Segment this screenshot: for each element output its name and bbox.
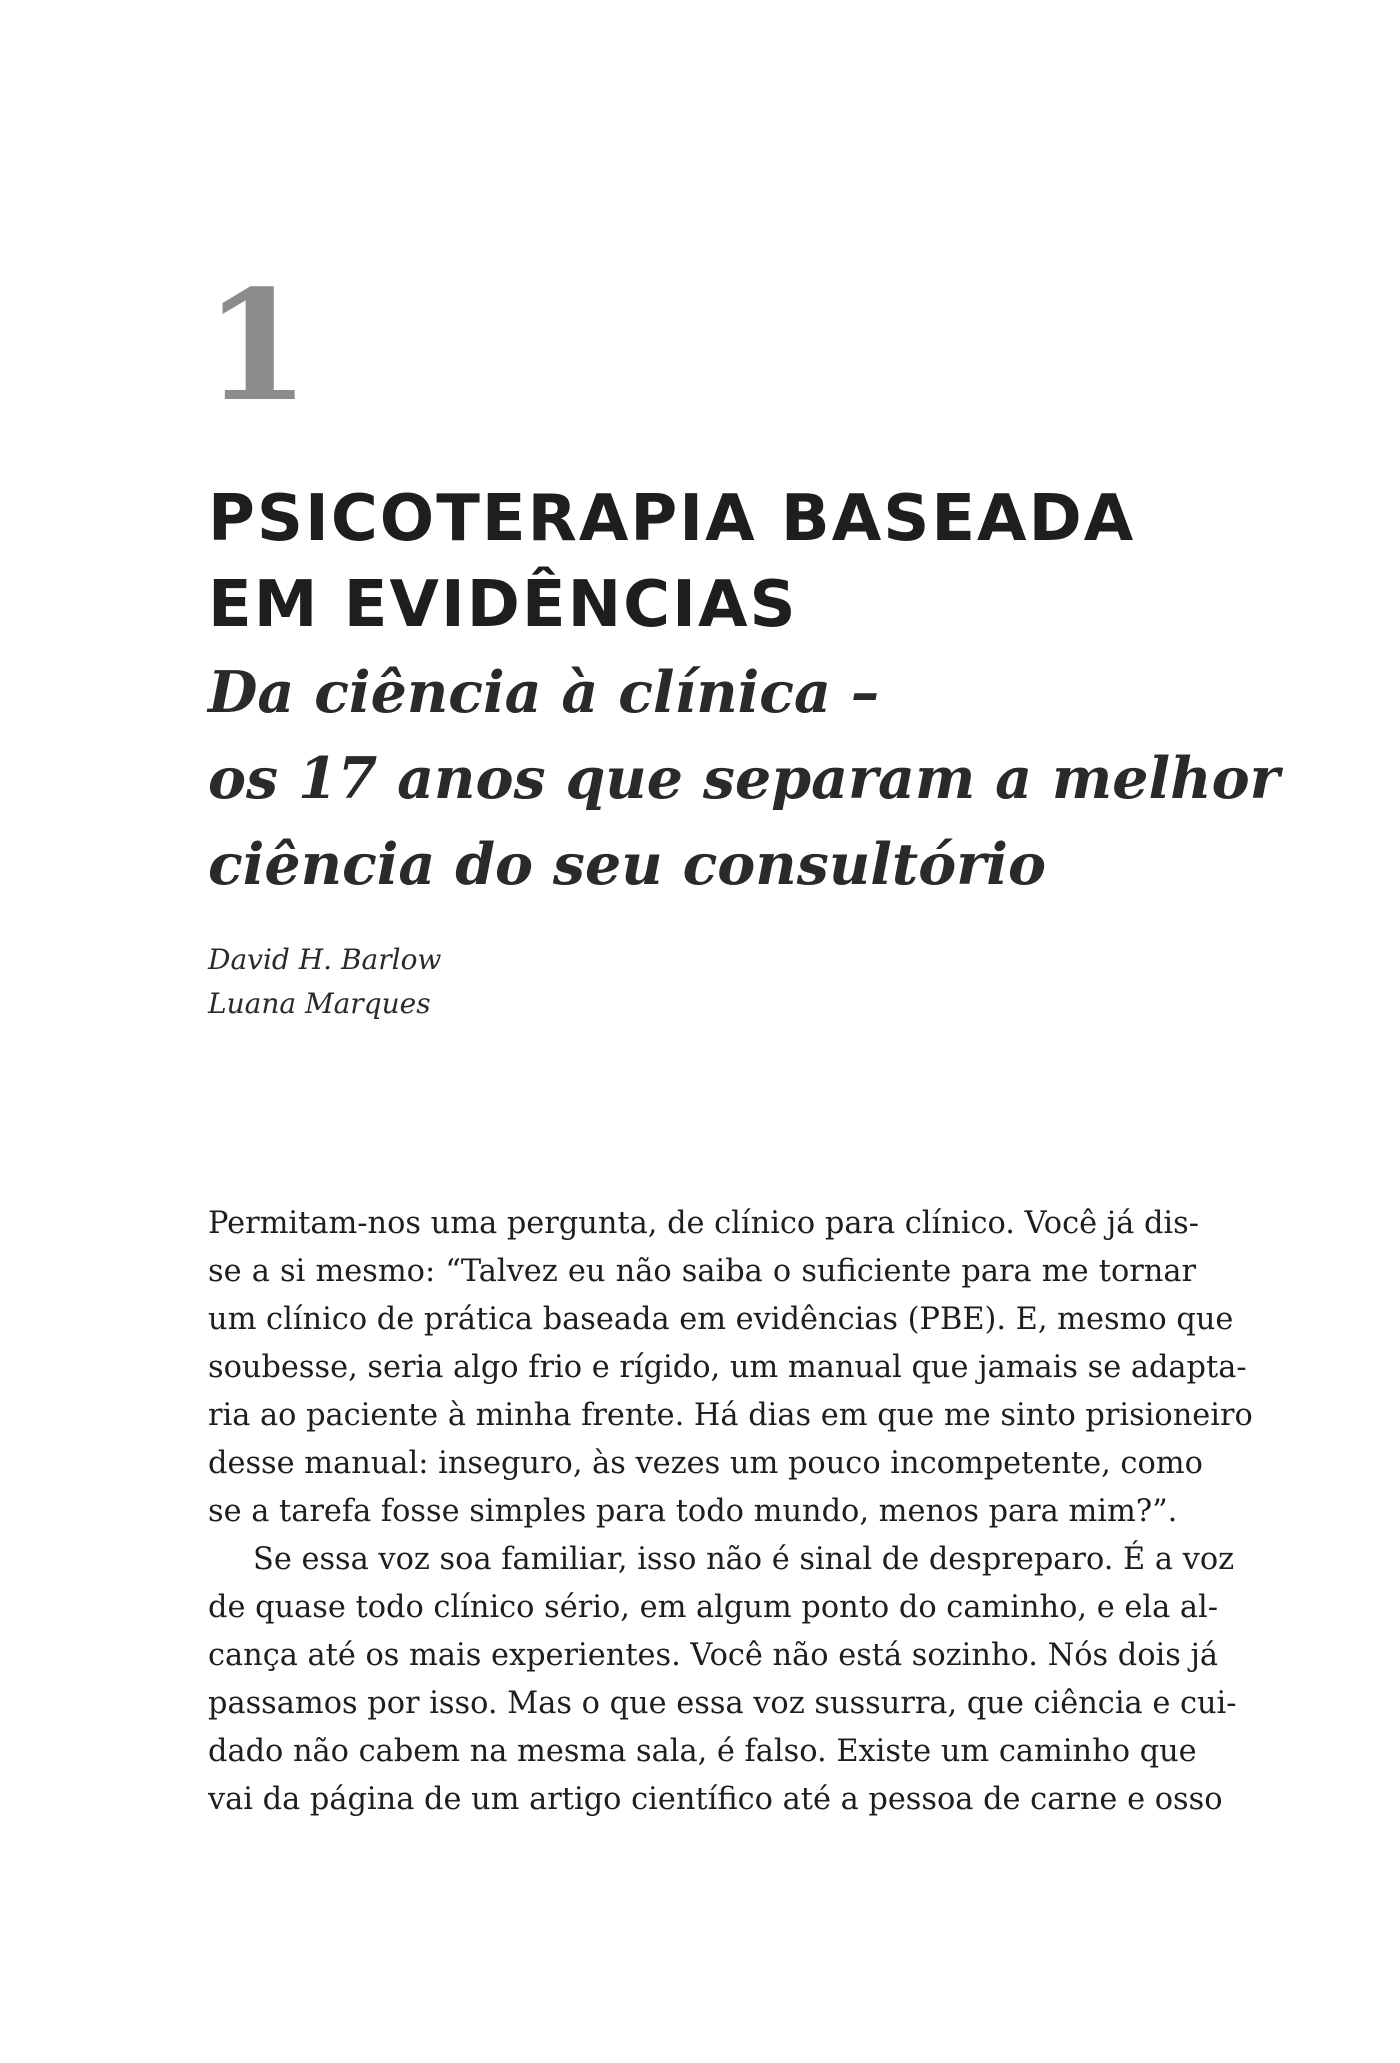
text-line: se a tarefa fosse simples para todo mundo, menos para mim?”. xyxy=(208,1494,1178,1529)
chapter-authors xyxy=(208,938,441,1026)
chapter-subtitle-line: os 17 anos que separam a melhor xyxy=(208,745,1280,812)
chapter-subtitle-line: Da ciência à clínica – xyxy=(208,659,880,726)
text-line: Permitam-nos uma pergunta, de clínico para clínico. Você já dis- xyxy=(208,1206,1199,1241)
paragraph xyxy=(208,1200,1253,1536)
text-line: passamos por isso. Mas o que essa voz sussurra, que ciência e cui- xyxy=(208,1686,1237,1721)
text-line: soubesse, seria algo frio e rígido, um manual que jamais se adapta- xyxy=(208,1350,1247,1385)
chapter-subtitle xyxy=(208,650,1280,908)
text-line: desse manual: inseguro, às vezes um pouco incompetente, como xyxy=(208,1446,1203,1481)
body-text xyxy=(208,1200,1253,1824)
text-line: um clínico de prática baseada em evidências (PBE). E, mesmo que xyxy=(208,1302,1234,1337)
author-name: Luana Marques xyxy=(208,987,431,1020)
chapter-title-line: PSICOTERAPIA BASEADA xyxy=(208,482,1136,556)
text-line: se a si mesmo: “Talvez eu não saiba o suficiente para me tornar xyxy=(208,1254,1196,1289)
text-line: dado não cabem na mesma sala, é falso. Existe um caminho que xyxy=(208,1734,1197,1769)
author-name: David H. Barlow xyxy=(208,943,442,976)
chapter-title xyxy=(208,476,1208,648)
chapter-subtitle-line: ciência do seu consultório xyxy=(208,831,1046,898)
chapter-number: 1 xyxy=(204,256,310,435)
text-line: de quase todo clínico sério, em algum ponto do caminho, e ela al- xyxy=(208,1590,1218,1625)
paragraph xyxy=(208,1536,1237,1824)
text-line: ria ao paciente à minha frente. Há dias em que me sinto prisioneiro xyxy=(208,1398,1253,1433)
chapter-title-line: EM EVIDÊNCIAS xyxy=(208,568,798,642)
text-line: Se essa voz soa familiar, isso não é sinal de despreparo. É a voz xyxy=(253,1542,1235,1577)
text-line: cança até os mais experientes. Você não está sozinho. Nós dois já xyxy=(208,1638,1219,1673)
text-line: vai da página de um artigo científico até a pessoa de carne e osso xyxy=(208,1782,1223,1817)
